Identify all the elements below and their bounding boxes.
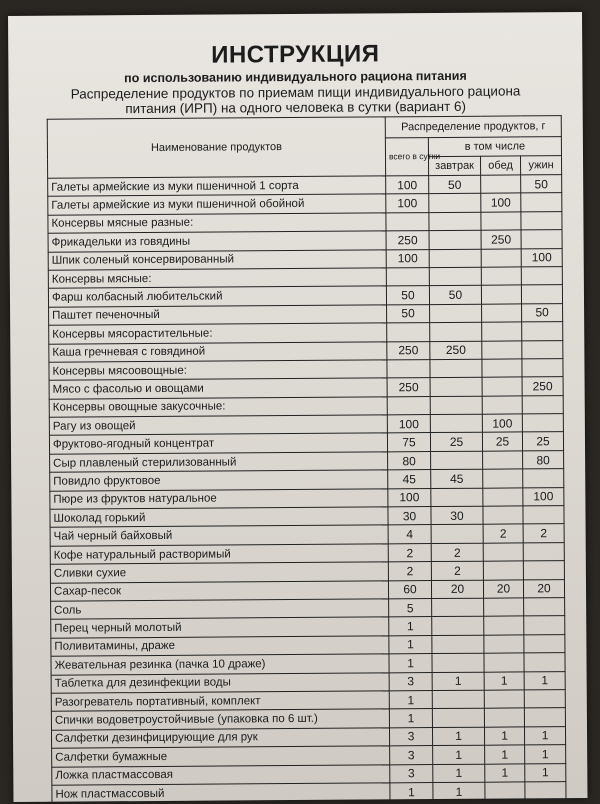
dinner-amount: 2	[523, 524, 564, 543]
lunch-amount	[481, 267, 521, 286]
dinner-amount	[521, 230, 562, 249]
product-name: Сыр плавленый стерилизованный	[50, 452, 388, 473]
product-name: Фрикадельки из говядины	[48, 231, 386, 252]
column-header-name: Наименование продуктов	[47, 117, 385, 178]
lunch-amount	[482, 377, 522, 396]
lunch-amount: 1	[485, 745, 525, 764]
dinner-amount: 1	[525, 745, 566, 764]
lunch-amount	[483, 488, 523, 507]
lunch-amount: 1	[485, 763, 525, 782]
total-amount: 100	[386, 176, 429, 195]
product-name: Чай черный байховый	[50, 525, 388, 546]
product-name: Паштет печеночный	[49, 305, 387, 326]
product-name: Каша гречневая с говядиной	[49, 341, 387, 362]
column-header-dinner: ужин	[520, 156, 561, 175]
product-name: Кофе натуральный растворимый	[50, 544, 388, 565]
product-name: Пюре из фруктов натуральное	[50, 489, 388, 510]
column-header-lunch: обед	[480, 156, 520, 175]
dinner-amount	[521, 211, 562, 230]
lunch-amount	[482, 340, 522, 359]
product-name: Фарш колбасный любительский	[48, 286, 386, 307]
product-name: Жевательная резинка (пачка 10 драже)	[51, 654, 389, 675]
breakfast-amount	[432, 617, 484, 636]
breakfast-amount: 1	[433, 764, 485, 783]
total-amount: 60	[388, 580, 431, 599]
lunch-amount	[484, 653, 524, 672]
breakfast-amount: 30	[431, 506, 483, 525]
product-name: Сливки сухие	[50, 562, 388, 583]
dinner-amount	[522, 414, 563, 433]
total-amount: 3	[390, 764, 433, 783]
total-amount: 1	[390, 782, 433, 801]
total-amount: 3	[390, 746, 433, 765]
breakfast-amount: 1	[432, 727, 484, 746]
product-name: Шоколад горький	[50, 507, 388, 528]
dinner-amount	[521, 193, 562, 212]
product-name: Сахар-песок	[50, 580, 388, 601]
breakfast-amount: 1	[432, 672, 484, 691]
total-amount: 4	[388, 525, 431, 544]
lunch-amount	[483, 469, 523, 488]
product-name: Консервы мясные:	[48, 268, 386, 289]
lunch-amount: 250	[481, 230, 521, 249]
total-amount: 100	[387, 415, 430, 434]
dinner-amount: 250	[522, 377, 563, 396]
total-amount: 50	[386, 286, 429, 305]
product-name: Салфетки бумажные	[52, 746, 390, 767]
lunch-amount	[485, 782, 525, 801]
column-header-breakfast: завтрак	[428, 156, 480, 175]
dinner-amount	[522, 322, 563, 341]
lunch-amount	[482, 396, 522, 415]
dinner-amount	[521, 267, 562, 286]
lunch-amount	[482, 359, 522, 378]
breakfast-amount	[430, 377, 482, 396]
dinner-amount	[525, 782, 566, 801]
dinner-amount	[523, 469, 564, 488]
breakfast-amount	[431, 488, 483, 507]
dinner-amount	[524, 690, 565, 709]
total-amount: 1	[389, 654, 432, 673]
breakfast-amount: 25	[430, 433, 482, 452]
total-amount: 250	[386, 231, 429, 250]
product-name: Консервы мясоовощные:	[49, 360, 387, 381]
lunch-amount	[483, 506, 523, 525]
product-name: Консервы мясорастительные:	[49, 323, 387, 344]
table-body	[48, 175, 566, 804]
total-amount: 250	[387, 341, 430, 360]
lunch-amount	[481, 248, 521, 267]
breakfast-amount: 250	[430, 341, 482, 360]
breakfast-amount	[432, 690, 484, 709]
lunch-amount	[482, 322, 522, 341]
column-header-including: в том числе	[428, 137, 561, 157]
dinner-amount: 1	[525, 763, 566, 782]
total-amount: 100	[386, 249, 429, 268]
dinner-amount	[524, 598, 565, 617]
breakfast-amount	[432, 598, 484, 617]
lunch-amount	[484, 635, 524, 654]
dinner-amount: 50	[522, 303, 563, 322]
column-header-total: всего в сутки	[385, 138, 428, 176]
lunch-amount	[481, 212, 521, 231]
breakfast-amount: 50	[429, 286, 481, 305]
product-name: Поливитамины, драже	[51, 636, 389, 657]
dinner-amount	[523, 561, 564, 580]
dinner-amount: 20	[523, 579, 564, 598]
lunch-amount	[481, 285, 521, 304]
product-name: Повидло фруктовое	[50, 470, 388, 491]
product-name: Разогреватель портативный, комплект	[51, 691, 389, 712]
product-name: Мясо с фасолью и овощами	[49, 378, 387, 399]
breakfast-amount: 1	[433, 782, 485, 801]
lunch-amount: 1	[484, 727, 524, 746]
breakfast-amount	[431, 525, 483, 544]
dinner-amount: 1	[524, 726, 565, 745]
dinner-amount: 80	[523, 450, 564, 469]
dinner-amount: 1	[524, 671, 565, 690]
breakfast-amount	[429, 194, 481, 213]
lunch-amount	[483, 561, 523, 580]
lunch-amount	[482, 304, 522, 323]
breakfast-amount	[432, 653, 484, 672]
lunch-amount	[483, 543, 523, 562]
dinner-amount	[524, 634, 565, 653]
lunch-amount	[484, 708, 524, 727]
total-amount: 2	[388, 543, 431, 562]
product-name: Салфетки дезинфицирующие для рук	[51, 728, 389, 749]
product-name: Консервы овощные закусочные:	[49, 397, 387, 418]
document-title: ИНСТРУКЦИЯ	[211, 40, 380, 69]
total-amount: 50	[387, 304, 430, 323]
product-name: Ложка пластмассовая	[52, 764, 390, 785]
breakfast-amount: 45	[431, 469, 483, 488]
total-amount: 1	[389, 635, 432, 654]
product-name: Консервы мясные разные:	[48, 213, 386, 234]
product-name: Нож пластмассовый	[52, 783, 390, 804]
total-amount: 2	[388, 562, 431, 581]
total-amount	[386, 268, 429, 287]
total-amount: 1	[389, 690, 432, 709]
product-name: Соль	[51, 599, 389, 620]
breakfast-amount: 20	[431, 580, 483, 599]
lunch-amount	[484, 690, 524, 709]
lunch-amount: 100	[481, 193, 521, 212]
total-amount: 80	[388, 451, 431, 470]
table-row	[52, 782, 566, 804]
total-amount: 3	[389, 727, 432, 746]
breakfast-amount	[430, 396, 482, 415]
dinner-amount	[521, 285, 562, 304]
product-name: Рагу из овощей	[49, 415, 387, 436]
document-subtitle: по использованию индивидуального рациона питания	[124, 68, 467, 86]
table-header	[47, 116, 561, 179]
lunch-amount: 1	[484, 671, 524, 690]
breakfast-amount	[430, 359, 482, 378]
breakfast-amount: 50	[429, 175, 481, 194]
lunch-amount: 100	[482, 414, 522, 433]
total-amount: 5	[389, 599, 432, 618]
document-header	[8, 40, 582, 117]
total-amount: 3	[389, 672, 432, 691]
lunch-amount	[484, 616, 524, 635]
breakfast-amount	[429, 230, 481, 249]
breakfast-amount	[429, 212, 481, 231]
document-description: Распределение продуктов по приемам пищи индивидуального рациона питания (ИРП) на одного человека в сутки (вариант 6)	[70, 83, 521, 117]
lunch-amount: 2	[483, 524, 523, 543]
dinner-amount	[522, 359, 563, 378]
breakfast-amount	[431, 451, 483, 470]
total-amount: 1	[389, 709, 432, 728]
dinner-amount	[522, 395, 563, 414]
ration-table	[47, 115, 567, 804]
breakfast-amount	[432, 635, 484, 654]
lunch-amount	[481, 175, 521, 194]
product-name: Спички водоветроустойчивые (упаковка по 6 шт.)	[51, 709, 389, 730]
dinner-amount: 100	[523, 487, 564, 506]
total-amount: 100	[388, 488, 431, 507]
product-name: Фруктово-ягодный концентрат	[49, 433, 387, 454]
total-amount: 45	[388, 470, 431, 489]
dinner-amount: 25	[522, 432, 563, 451]
product-name: Таблетка для дезинфекции воды	[51, 672, 389, 693]
column-header-distribution: Распределение продуктов, г	[385, 116, 561, 138]
lunch-amount	[483, 451, 523, 470]
dinner-amount	[523, 542, 564, 561]
lunch-amount	[484, 598, 524, 617]
dinner-amount: 100	[521, 248, 562, 267]
total-amount: 250	[387, 378, 430, 397]
total-amount	[386, 212, 429, 231]
dinner-amount: 50	[521, 175, 562, 194]
instruction-sheet	[8, 12, 587, 802]
breakfast-amount: 2	[431, 561, 483, 580]
total-amount: 100	[386, 194, 429, 213]
breakfast-amount	[432, 709, 484, 728]
lunch-amount: 20	[483, 580, 523, 599]
dinner-amount	[522, 340, 563, 359]
breakfast-amount	[430, 304, 482, 323]
product-name: Галеты армейские из муки пшеничной 1 сорта	[48, 176, 386, 197]
dinner-amount	[524, 708, 565, 727]
product-name: Перец черный молотый	[51, 617, 389, 638]
total-amount	[387, 396, 430, 415]
total-amount	[387, 359, 430, 378]
breakfast-amount: 2	[431, 543, 483, 562]
total-amount: 1	[389, 617, 432, 636]
breakfast-amount	[429, 267, 481, 286]
dinner-amount	[523, 506, 564, 525]
product-name: Шпик соленый консервированный	[48, 249, 386, 270]
breakfast-amount: 1	[433, 745, 485, 764]
dinner-amount	[524, 616, 565, 635]
total-amount: 30	[388, 507, 431, 526]
lunch-amount: 25	[482, 432, 522, 451]
breakfast-amount	[429, 249, 481, 268]
breakfast-amount	[430, 414, 482, 433]
dinner-amount	[524, 653, 565, 672]
total-amount: 75	[387, 433, 430, 452]
breakfast-amount	[430, 322, 482, 341]
total-amount	[387, 323, 430, 342]
product-name: Галеты армейские из муки пшеничной обойной	[48, 194, 386, 215]
